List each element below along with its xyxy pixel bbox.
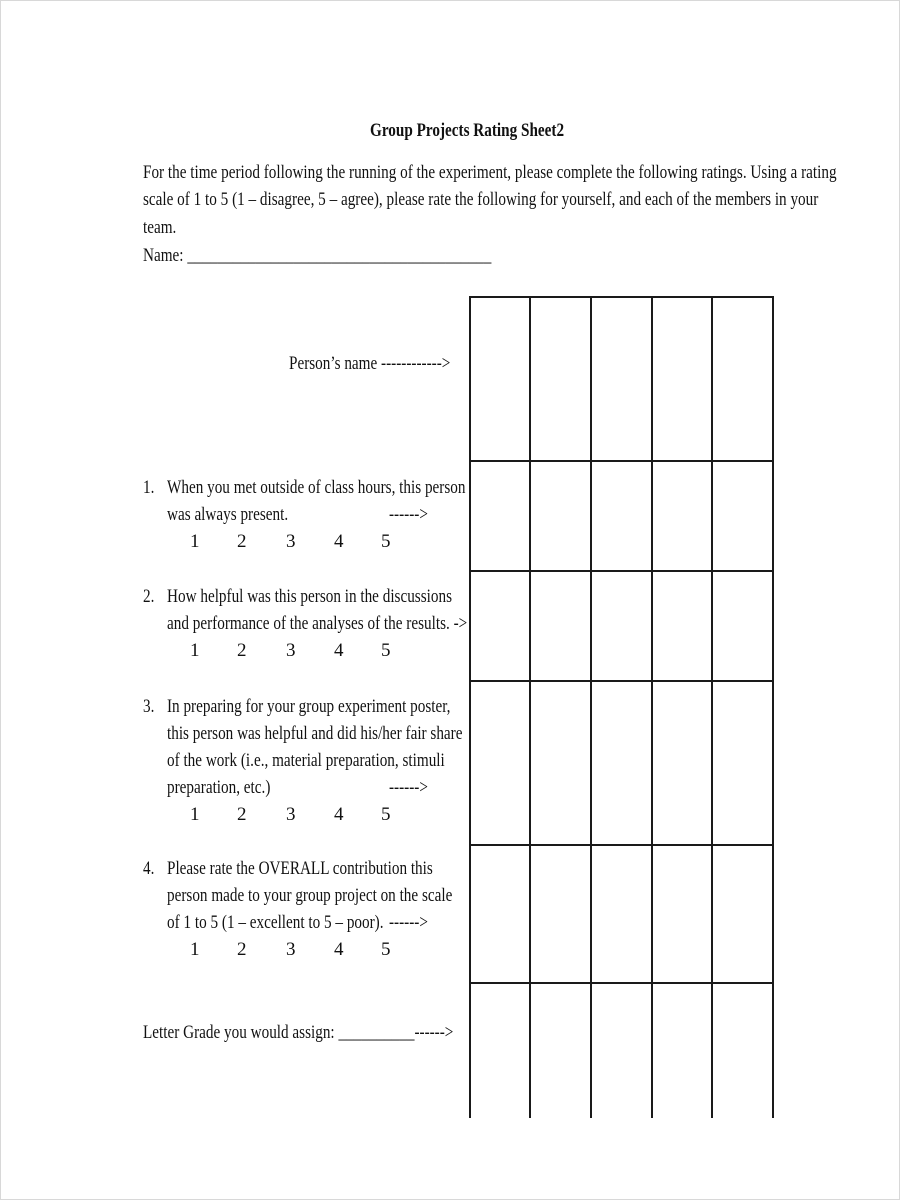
grid-column-line xyxy=(469,296,471,1118)
question-3-arrow: ------> xyxy=(389,777,428,798)
question-1-number: 1. xyxy=(143,477,155,498)
scale-option-5[interactable]: 5 xyxy=(381,531,391,552)
scale-option-5[interactable]: 5 xyxy=(381,939,391,960)
scale-option-3[interactable]: 3 xyxy=(286,804,296,825)
name-field[interactable]: Name: ________________________________________ xyxy=(143,245,492,266)
scale-option-3[interactable]: 3 xyxy=(286,640,296,661)
grid-row-line xyxy=(469,570,774,572)
grid-column-line xyxy=(590,296,592,1118)
scale-option-2[interactable]: 2 xyxy=(237,804,247,825)
question-4-arrow: ------> xyxy=(389,912,428,933)
question-4-line-1: Please rate the OVERALL contribution this xyxy=(167,858,433,879)
scale-option-4[interactable]: 4 xyxy=(334,804,344,825)
persons-name-label: Person’s name ------------> xyxy=(289,353,451,374)
letter-grade-field[interactable]: Letter Grade you would assign: __________------> xyxy=(143,1022,454,1043)
scale-option-1[interactable]: 1 xyxy=(190,640,200,661)
scale-option-4[interactable]: 4 xyxy=(334,640,344,661)
scale-option-2[interactable]: 2 xyxy=(237,531,247,552)
scale-option-1[interactable]: 1 xyxy=(190,939,200,960)
question-1-line-1: When you met outside of class hours, this person xyxy=(167,477,466,498)
question-3-line-1: In preparing for your group experiment poster, xyxy=(167,696,451,717)
question-4-line-3: of 1 to 5 (1 – excellent to 5 – poor). xyxy=(167,912,384,933)
scale-option-3[interactable]: 3 xyxy=(286,531,296,552)
question-2-line-2: and performance of the analyses of the results. -> xyxy=(167,613,468,634)
grid-column-line xyxy=(711,296,713,1118)
question-2-line-1: How helpful was this person in the discussions xyxy=(167,586,452,607)
grid-row-line xyxy=(469,296,774,298)
intro-line-2: scale of 1 to 5 (1 – disagree, 5 – agree), please rate the following for yourself, and each of the members in your xyxy=(143,189,819,210)
grid-row-line xyxy=(469,844,774,846)
rating-grid xyxy=(469,296,773,1118)
question-3-line-2: this person was helpful and did his/her fair share xyxy=(167,723,463,744)
document-title: Group Projects Rating Sheet2 xyxy=(370,120,565,141)
question-4-line-2: person made to your group project on the scale xyxy=(167,885,453,906)
question-2-number: 2. xyxy=(143,586,155,607)
scale-option-1[interactable]: 1 xyxy=(190,804,200,825)
question-4-number: 4. xyxy=(143,858,155,879)
grid-column-line xyxy=(651,296,653,1118)
grid-row-line xyxy=(469,460,774,462)
grid-row-line xyxy=(469,680,774,682)
question-3-number: 3. xyxy=(143,696,155,717)
question-1-line-2: was always present. xyxy=(167,504,289,525)
grid-column-line xyxy=(772,296,774,1118)
intro-line-3: team. xyxy=(143,217,177,238)
scale-option-3[interactable]: 3 xyxy=(286,939,296,960)
scale-option-5[interactable]: 5 xyxy=(381,804,391,825)
grid-column-line xyxy=(529,296,531,1118)
scale-option-1[interactable]: 1 xyxy=(190,531,200,552)
question-1-arrow: ------> xyxy=(389,504,428,525)
scale-option-2[interactable]: 2 xyxy=(237,640,247,661)
question-3-line-3: of the work (i.e., material preparation, stimuli xyxy=(167,750,445,771)
grid-row-line xyxy=(469,982,774,984)
scale-option-5[interactable]: 5 xyxy=(381,640,391,661)
scale-option-4[interactable]: 4 xyxy=(334,531,344,552)
scale-option-2[interactable]: 2 xyxy=(237,939,247,960)
scale-option-4[interactable]: 4 xyxy=(334,939,344,960)
question-3-line-4: preparation, etc.) xyxy=(167,777,271,798)
intro-line-1: For the time period following the running of the experiment, please complete the following ratings. Using a rating xyxy=(143,162,837,183)
